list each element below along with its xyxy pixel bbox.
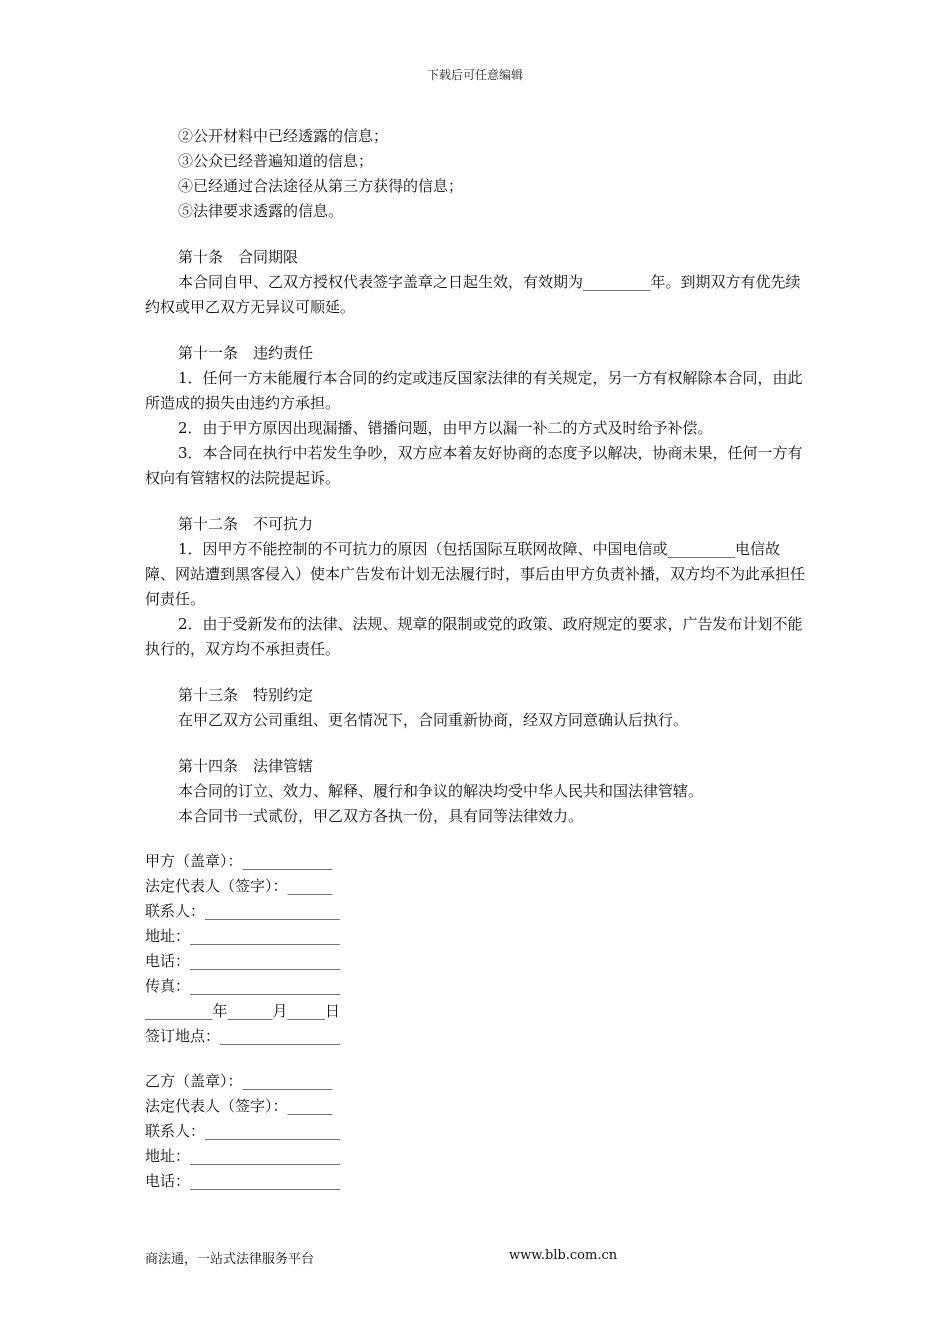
party-b-signature-block (145, 1069, 810, 1194)
document-body (145, 124, 810, 1194)
list-item: ③公众已经普遍知道的信息； (178, 152, 374, 170)
footer-platform-name: 商法通，一站式法律服务平台 (145, 1252, 315, 1267)
party-a-phone-line: 电话：____________________ (145, 952, 341, 970)
article-12-item: 1．因甲方不能控制的不可抗力的原因（包括国际互联网故障、中国电信或_________电信故障、网站遭到黑客侵入）使本广告发布计划无法履行时，事后由甲方负责补播，双方均不为此承担任何责任。 (145, 540, 806, 608)
article-10-title: 第十条 合同期限 (178, 248, 299, 266)
party-a-address-line: 地址：____________________ (145, 927, 341, 945)
article-14-title: 第十四条 法律管辖 (178, 757, 314, 775)
party-a-representative-line: 法定代表人（签字）：______ (145, 877, 333, 895)
article-13-body: 在甲乙双方公司重组、更名情况下，合同重新协商，经双方同意确认后执行。 (178, 711, 689, 729)
article-10-body: 本合同自甲、乙双方授权代表签字盖章之日起生效，有效期为_________年。到期双方有优先续约权或甲乙双方无异议可顺延。 (145, 273, 801, 316)
article-11-title: 第十一条 违约责任 (178, 344, 314, 362)
party-b-representative-line: 法定代表人（签字）：______ (145, 1097, 333, 1115)
article-12-title: 第十二条 不可抗力 (178, 515, 314, 533)
article-11-item: 1．任何一方未能履行本合同的约定或违反国家法律的有关规定，另一方有权解除本合同，由此所造成的损失由违约方承担。 (145, 369, 803, 412)
article-11-item: 3．本合同在执行中若发生争吵，双方应本着友好协商的态度予以解决，协商未果，任何一方有权向有管辖权的法院提起诉。 (145, 444, 803, 487)
party-a-fax-line: 传真：____________________ (145, 977, 341, 995)
party-b-address-line: 地址：____________________ (145, 1147, 341, 1165)
list-item: ④已经通过合法途径从第三方获得的信息； (178, 177, 464, 195)
article-14-body: 本合同的订立、效力、解释、履行和争议的解决均受中华人民共和国法律管辖。 (178, 782, 704, 800)
party-b-contact-line: 联系人：__________________ (145, 1122, 341, 1140)
article-13-title: 第十三条 特别约定 (178, 686, 314, 704)
party-a-seal-line: 甲方（盖章）：____________ (145, 852, 333, 870)
party-a-location-line: 签订地点：________________ (145, 1027, 341, 1045)
article-14-copies: 本合同书一式贰份，甲乙双方各执一份，具有同等法律效力。 (178, 807, 584, 825)
page-header: 下载后可任意编辑 (426, 68, 523, 82)
party-a-signature-block (145, 849, 810, 1049)
footer-website-url: www.blb.com.cn (509, 1248, 618, 1263)
article-12-item: 2．由于受新发布的法律、法规、规章的限制或党的政策、政府规定的要求，广告发布计划不能执行的，双方均不承担责任。 (145, 615, 803, 658)
party-b-seal-line: 乙方（盖章）：____________ (145, 1072, 333, 1090)
party-b-phone-line: 电话：____________________ (145, 1172, 341, 1190)
party-a-contact-line: 联系人：__________________ (145, 902, 341, 920)
list-item: ②公开材料中已经透露的信息； (178, 127, 389, 145)
article-11-item: 2．由于甲方原因出现漏播、错播问题，由甲方以漏一补二的方式及时给予补偿。 (178, 419, 713, 437)
list-item: ⑤法律要求透露的信息。 (178, 202, 344, 220)
party-a-date-line: _________年______月_____日 (145, 1002, 341, 1020)
